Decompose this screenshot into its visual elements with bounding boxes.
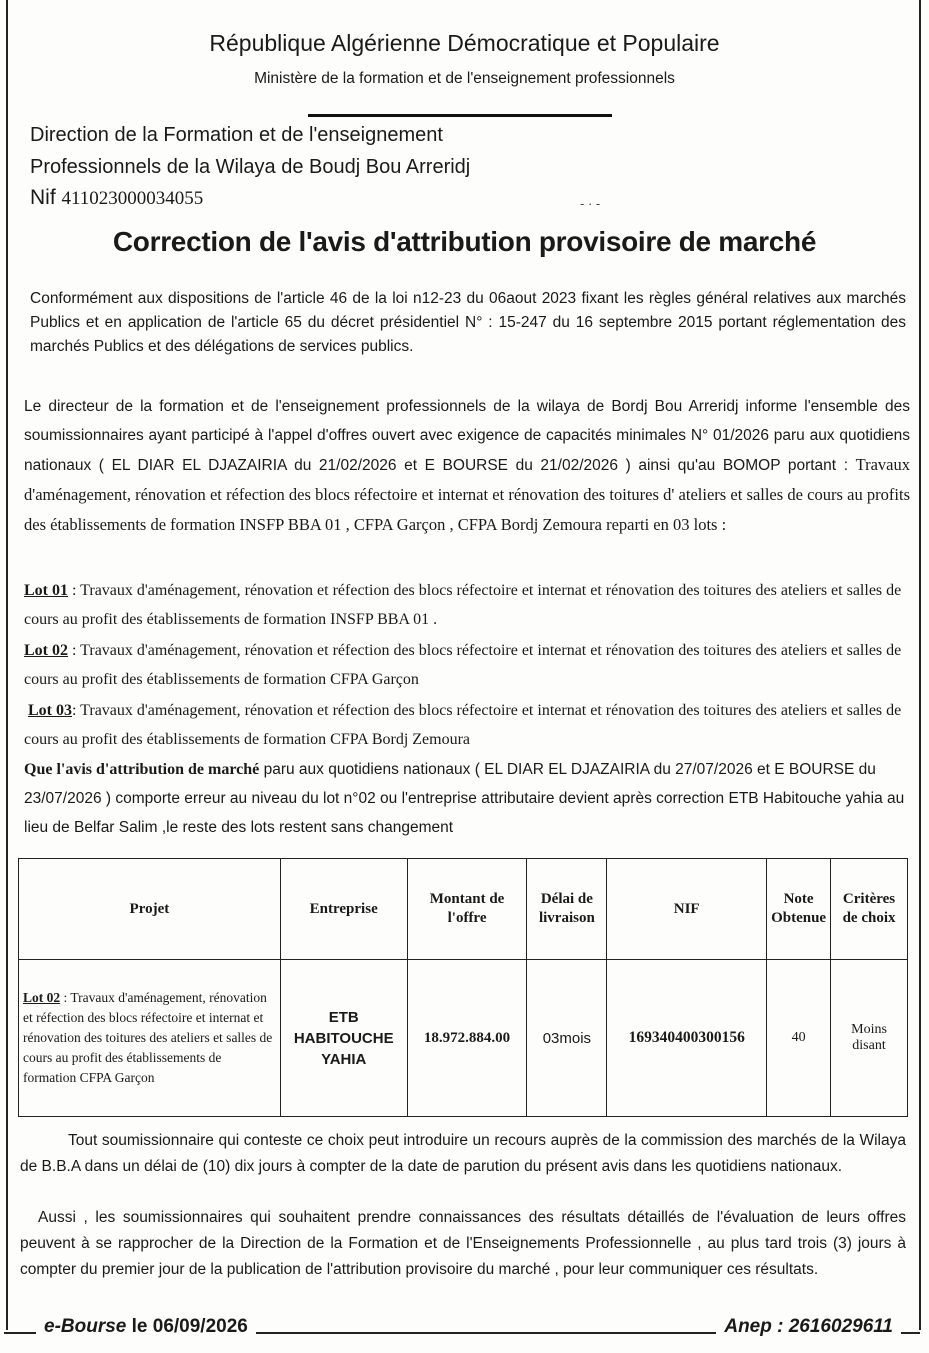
correction-paragraph	[24, 755, 910, 842]
stray-mark: - · -	[580, 196, 601, 211]
nif-label: Nif	[30, 186, 56, 209]
header-divider	[308, 114, 612, 117]
lot-item	[24, 576, 910, 634]
appeal-text: Tout soumissionnaire qui conteste ce choix peut introduire un recours auprès de la commission des marchés de la Wilaya de B.B.A dans un délai de (10) dix jours à compter de la date de parution du présent avis dans les quotidiens nationaux.	[20, 1132, 906, 1175]
attribution-table	[18, 858, 908, 1117]
cell-nif: 169340400300156	[607, 960, 767, 1117]
lot-text: : Travaux d'aménagement, rénovation et réfection des blocs réfectoire et internat et rénovation des toitures des ateliers et salles de cours au profit des établissements de formation CFPA Garçon	[24, 642, 902, 688]
header-note: Note Obtenue	[767, 859, 831, 960]
correction-text: paru aux quotidiens nationaux ( EL DIAR EL DJAZAIRIA du 27/07/2026 et E BOURSE du 23/07/2026 ) comporte erreur au niveau du lot n°02 ou l'entreprise attributaire devient après correction ETB Habitouche yahia au lieu de Belfar Salim ,le reste des lots restent sans changement	[24, 761, 905, 836]
correction-lead: Que l'avis d'attribution de marché	[24, 761, 260, 778]
header-montant: Montant de l'offre	[407, 859, 527, 960]
nif-line	[30, 186, 203, 210]
results-text: Aussi , les soumissionnaires qui souhaitent prendre connaissances des résultats détaillés de l'évaluation de leurs offres peuvent à se rapprocher de la Direction de la Formation et de l'Enseignements Professionnelle , au plus tard trois (3) jours à compter du premier jour de la publication de l'attribution provisoire du marché , pour leur communiquer ces résultats.	[20, 1209, 906, 1278]
lot-item	[24, 636, 910, 694]
cell-note: 40	[767, 960, 831, 1117]
lot-text: : Travaux d'aménagement, rénovation et réfection des blocs réfectoire et internat et rénovation des toitures des ateliers et salles de cours au profit des établissements de formation CFPA Bordj Zemoura	[24, 702, 902, 748]
scan-edge-right	[919, 0, 921, 1330]
notice-title: Correction de l'avis d'attribution provisoire de marché	[112, 226, 817, 257]
header-delai: Délai de livraison	[527, 859, 607, 960]
scan-edge-left	[6, 0, 8, 1330]
cell-montant: 18.972.884.00	[407, 960, 527, 1117]
footer-date: le 06/09/2026	[131, 1316, 248, 1337]
ministry-heading: Ministère de la formation et de l'enseignement professionnels	[254, 70, 675, 87]
cell-entreprise: ETB HABITOUCHE YAHIA	[280, 960, 407, 1117]
director-paragraph-intro: Le directeur de la formation et de l'enseignement professionnels de la wilaya de Bordj Bou Arreridj informe l'ensemble des soumissionnaires ayant participé à l'appel d'offres ouvert avec exigence de capacités minimales N° 01/2026 paru aux quotidiens nationaux ( EL DIAR EL DJAZAIRIA du 21/02/2026 et E BOURSE du 21/02/2026 ) ainsi qu'au BOMOP portant :	[24, 398, 910, 474]
lot-tag: Lot 02	[24, 642, 68, 659]
header-criteres: Critères de choix	[831, 859, 908, 960]
header-projet: Projet	[19, 859, 281, 960]
nif-value: 411023000034055	[61, 188, 204, 209]
cell-lot-tag: Lot 02	[23, 990, 61, 1005]
appeal-paragraph	[20, 1128, 906, 1180]
results-paragraph	[20, 1205, 906, 1283]
footer-source-name: e-Bourse	[44, 1316, 127, 1337]
director-paragraph	[24, 392, 910, 540]
lot-text: : Travaux d'aménagement, rénovation et réfection des blocs réfectoire et internat et rénovation des toitures des ateliers et salles de cours au profit des établissements de formation INSFP BBA 01 .	[24, 582, 902, 628]
cell-delai: 03mois	[527, 960, 607, 1117]
legal-basis-paragraph: Conformément aux dispositions de l'article 46 de la loi n12-23 du 06aout 2023 fixant les règles général relatives aux marchés Publics et en application de l'article 65 du décret présidentiel N° : 15-247 du 16 septembre 2015 portant réglementation des marchés Publics et des délégations de services publics.	[30, 290, 906, 355]
direction-line-1: Direction de la Formation et de l'enseignement	[30, 124, 443, 146]
director-paragraph-object: Travaux d'aménagement, rénovation et réfection des blocs réfectoire et internat et rénovation des toitures d' ateliers et salles de cours au profits des établissements de formation INSFP BBA 01 , CFPA Garçon , CFPA Bordj Zemoura reparti en 03 lots :	[24, 455, 910, 534]
header-entreprise: Entreprise	[280, 859, 407, 960]
cell-projet-text: : Travaux d'aménagement, rénovation et réfection des blocs réfectoire et internat et rénovation des toitures des ateliers et salles de cours au profit des établissements de formation CFPA Garçon	[23, 990, 273, 1085]
header-nif: NIF	[607, 859, 767, 960]
cell-projet	[19, 960, 281, 1117]
table-header-row	[19, 859, 908, 960]
footer-source	[36, 1316, 256, 1338]
republic-heading: République Algérienne Démocratique et Populaire	[209, 30, 720, 56]
footer-anep: Anep : 2616029611	[716, 1316, 901, 1338]
direction-line-2: Professionnels de la Wilaya de Boudj Bou Arreridj	[30, 156, 471, 178]
lot-tag: Lot 01	[24, 582, 68, 599]
lot-item	[24, 696, 910, 754]
table-row	[19, 960, 908, 1117]
cell-criteres: Moins disant	[831, 960, 908, 1117]
lot-tag: Lot 03	[28, 702, 72, 719]
